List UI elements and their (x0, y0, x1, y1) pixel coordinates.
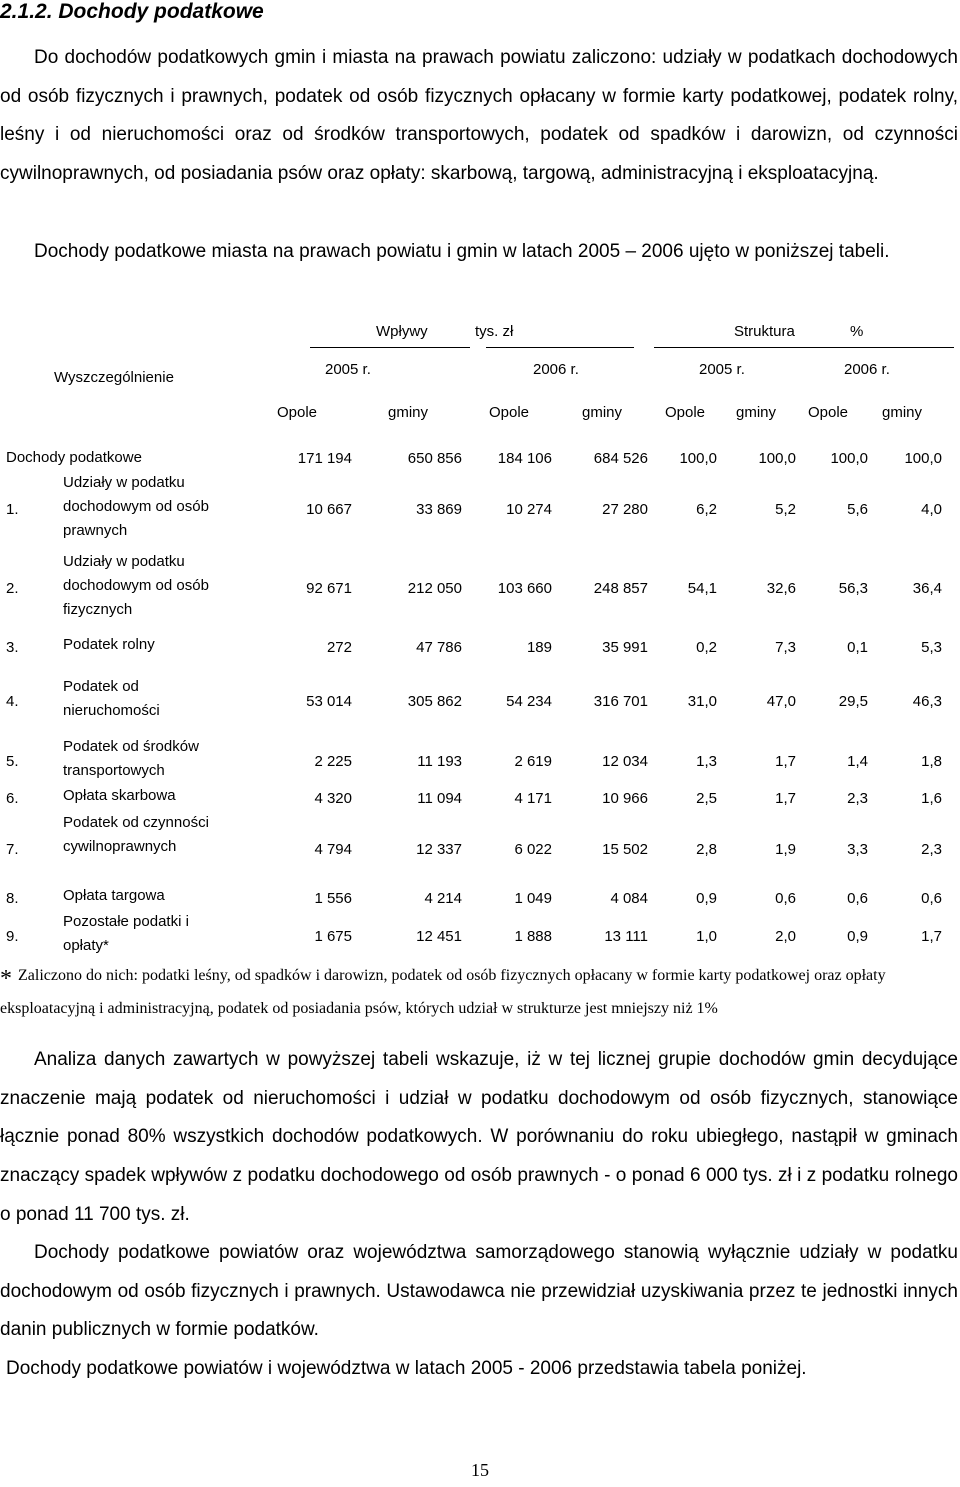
row-label: Podatek od nieruchomości (63, 678, 160, 719)
cell-value-percent: 1,4 (847, 753, 868, 770)
cell-value-percent: 5,3 (921, 639, 942, 656)
row-number: 1. (6, 501, 19, 518)
cell-value-percent: 2,8 (696, 841, 717, 858)
cell-value-tys-zl: 47 786 (416, 639, 462, 656)
cell-value-tys-zl: 103 660 (497, 580, 552, 597)
cell-value-percent: 46,3 (912, 693, 942, 710)
cell-value-tys-zl: 4 320 (314, 790, 352, 807)
cell-value-percent: 2,5 (696, 790, 717, 807)
header-percent: % (850, 323, 864, 340)
cell-value-tys-zl: 35 991 (602, 639, 648, 656)
header-col: gminy (388, 404, 429, 421)
cell-value-tys-zl: 12 337 (416, 841, 462, 858)
cell-value-percent: 29,5 (838, 693, 868, 710)
cell-value-tys-zl: 11 193 (417, 753, 462, 770)
cell-value-percent: 6,2 (696, 501, 717, 518)
cell-value-percent: 100,0 (758, 450, 796, 467)
cell-value-tys-zl: 10 966 (602, 790, 648, 807)
header-rule (486, 347, 634, 348)
cell-value-percent: 1,9 (775, 841, 796, 858)
row-number: 2. (6, 580, 19, 597)
cell-value-tys-zl: 33 869 (416, 501, 462, 518)
cell-value-tys-zl: 54 234 (506, 693, 552, 710)
cell-value-tys-zl: 189 (526, 639, 552, 656)
cell-value-tys-zl: 4 794 (314, 841, 352, 858)
cell-value-percent: 0,6 (847, 890, 868, 907)
section-heading: 2.1.2. Dochody podatkowe (0, 0, 264, 23)
cell-value-percent: 5,6 (847, 501, 868, 518)
table-row (0, 814, 958, 886)
table-total-row (0, 446, 958, 470)
cell-value-percent: 36,4 (912, 580, 942, 597)
cell-value-tys-zl: 184 106 (497, 450, 552, 467)
cell-value-tys-zl: 15 502 (602, 841, 648, 858)
cell-value-tys-zl: 53 014 (306, 693, 352, 710)
header-year: 2006 r. (533, 361, 579, 378)
cell-value-tys-zl: 10 274 (506, 501, 552, 518)
footnote (0, 961, 958, 1023)
cell-value-percent: 100,0 (830, 450, 868, 467)
header-col: Opole (665, 404, 706, 421)
cell-value-tys-zl: 171 194 (297, 450, 352, 467)
cell-value-percent: 4,0 (921, 501, 942, 518)
row-label: Udziały w podatku dochodowym od osób prawnych (63, 474, 209, 539)
header-col: gminy (582, 404, 623, 421)
header-year: 2006 r. (844, 361, 890, 378)
powiaty-paragraph: Dochody podatkowe powiatów oraz województwa samorządowego stanowią wyłącznie udziały w podatku dochodowym od osób fizycznych i prawnych. Ustawodawca nie przewidział uzyskiwania przez te jednostki innych danin publicznych w formie podatków. (0, 1242, 958, 1341)
cell-value-tys-zl: 1 888 (514, 928, 552, 945)
cell-value-tys-zl: 1 049 (514, 890, 552, 907)
table-row (0, 678, 958, 726)
analysis-paragraph: Analiza danych zawartych w powyższej tabeli wskazuje, iż w tej licznej grupie dochodów gmin decydujące znaczenie mają podatek od nieruchomości i udział w podatku dochodowym od osób fizycznych, stanowiące łącznie ponad 80% wszystkich dochodów podatkowych. W porównaniu do roku ubiegłego, nastąpił w gminach znaczący spadek wpływów z podatku dochodowego od osób prawnych - o ponad 6 000 tys. zł i z podatku rolnego o ponad 11 700 tys. zł. (0, 1049, 958, 1225)
header-rule (310, 347, 470, 348)
row-label: Podatek od czynności cywilnoprawnych (63, 814, 209, 855)
row-number: 6. (6, 790, 19, 807)
cell-value-percent: 31,0 (687, 693, 717, 710)
row-label: Dochody podatkowe (6, 449, 142, 466)
cell-value-percent: 1,7 (921, 928, 942, 945)
row-number: 8. (6, 890, 19, 907)
cell-value-tys-zl: 684 526 (593, 450, 648, 467)
cell-value-tys-zl: 92 671 (306, 580, 352, 597)
cell-value-percent: 1,0 (696, 928, 717, 945)
cell-value-percent: 100,0 (679, 450, 717, 467)
cell-value-percent: 1,3 (696, 753, 717, 770)
row-number: 7. (6, 841, 19, 858)
cell-value-tys-zl: 4 084 (610, 890, 648, 907)
cell-value-percent: 1,8 (921, 753, 942, 770)
table-row (0, 553, 958, 625)
cell-value-percent: 7,3 (775, 639, 796, 656)
cell-value-percent: 0,1 (847, 639, 868, 656)
header-col: Opole (808, 404, 849, 421)
header-year: 2005 r. (699, 361, 745, 378)
cell-value-tys-zl: 6 022 (514, 841, 552, 858)
cell-value-percent: 0,2 (696, 639, 717, 656)
table-intro-paragraph: Dochody podatkowe miasta na prawach powiatu i gmin w latach 2005 – 2006 ujęto w poniższej tabeli. (34, 241, 890, 262)
cell-value-tys-zl: 248 857 (593, 580, 648, 597)
cell-value-percent: 32,6 (766, 580, 796, 597)
header-struktura: Struktura (734, 323, 795, 340)
cell-value-percent: 1,7 (775, 790, 796, 807)
cell-value-percent: 1,6 (921, 790, 942, 807)
cell-value-tys-zl: 650 856 (407, 450, 462, 467)
cell-value-percent: 0,9 (696, 890, 717, 907)
header-year: 2005 r. (325, 361, 371, 378)
intro-paragraph: Do dochodów podatkowych gmin i miasta na prawach powiatu zaliczono: udziały w podatkach dochodowych od osób fizycznych i prawnych, podatek od osób fizycznych opłacany w formie karty podatkowej, podatek rolny, leśny i od nieruchomości oraz od środków transportowych, podatek od spadków i darowizn, od czynności cywilnoprawnych, od posiadania psów oraz opłaty: skarbową, targową, administracyjną i eksploatacyjną. (0, 47, 958, 185)
row-number: 3. (6, 639, 19, 656)
cell-value-percent: 100,0 (904, 450, 942, 467)
cell-value-percent: 1,7 (775, 753, 796, 770)
header-col: gminy (882, 404, 923, 421)
cell-value-tys-zl: 316 701 (593, 693, 648, 710)
table-row (0, 787, 958, 811)
row-number: 9. (6, 928, 19, 945)
cell-value-tys-zl: 11 094 (417, 790, 462, 807)
row-number: 5. (6, 753, 19, 770)
cell-value-tys-zl: 2 225 (314, 753, 352, 770)
cell-value-tys-zl: 2 619 (514, 753, 552, 770)
header-col: gminy (736, 404, 777, 421)
cell-value-percent: 0,6 (921, 890, 942, 907)
header-rule (654, 347, 954, 348)
table-row (0, 474, 958, 546)
row-label: Opłata skarbowa (63, 787, 176, 804)
footnote-text: Zaliczono do nich: podatki leśny, od spadków i darowizn, podatek od osób fizycznych opłacany w formie karty podatkowej oraz opłaty eksploatacyjną i administracyjną, podatek od posiadania psów, których udział w strukturze jest mniejszy niż 1% (0, 967, 886, 1017)
cell-value-percent: 56,3 (838, 580, 868, 597)
cell-value-percent: 2,3 (921, 841, 942, 858)
cell-value-percent: 2,0 (775, 928, 796, 945)
cell-value-percent: 0,9 (847, 928, 868, 945)
row-label: Pozostałe podatki i opłaty* (63, 913, 189, 954)
cell-value-tys-zl: 4 214 (424, 890, 462, 907)
page-number: 15 (471, 1460, 489, 1480)
table-row (0, 636, 958, 660)
row-label: Opłata targowa (63, 887, 165, 904)
header-wyszczegolnienie: Wyszczególnienie (54, 369, 174, 386)
cell-value-percent: 54,1 (687, 580, 717, 597)
cell-value-tys-zl: 1 556 (314, 890, 352, 907)
cell-value-percent: 0,6 (775, 890, 796, 907)
cell-value-percent: 47,0 (766, 693, 796, 710)
row-label: Udziały w podatku dochodowym od osób fizycznych (63, 553, 209, 618)
header-wplywy: Wpływy (376, 323, 428, 340)
header-tys-zl: tys. zł (475, 323, 514, 340)
cell-value-tys-zl: 13 111 (604, 928, 648, 945)
table-row (0, 913, 958, 961)
row-label: Podatek rolny (63, 636, 155, 653)
cell-value-tys-zl: 272 (326, 639, 352, 656)
cell-value-tys-zl: 212 050 (407, 580, 462, 597)
closing-paragraph: Dochody podatkowe powiatów i województwa w latach 2005 - 2006 przedstawia tabela poniżej. (6, 1358, 807, 1379)
cell-value-tys-zl: 1 675 (314, 928, 352, 945)
footnote-mark: * (0, 966, 12, 992)
table-row (0, 887, 958, 911)
cell-value-percent: 5,2 (775, 501, 796, 518)
row-label: Podatek od środków transportowych (63, 738, 199, 779)
cell-value-tys-zl: 12 451 (416, 928, 462, 945)
header-col: Opole (489, 404, 530, 421)
cell-value-percent: 3,3 (847, 841, 868, 858)
row-number: 4. (6, 693, 19, 710)
cell-value-tys-zl: 27 280 (602, 501, 648, 518)
cell-value-tys-zl: 10 667 (306, 501, 352, 518)
cell-value-percent: 2,3 (847, 790, 868, 807)
cell-value-tys-zl: 305 862 (407, 693, 462, 710)
cell-value-tys-zl: 12 034 (602, 753, 648, 770)
header-col: Opole (277, 404, 318, 421)
cell-value-tys-zl: 4 171 (514, 790, 552, 807)
table-row (0, 738, 958, 786)
